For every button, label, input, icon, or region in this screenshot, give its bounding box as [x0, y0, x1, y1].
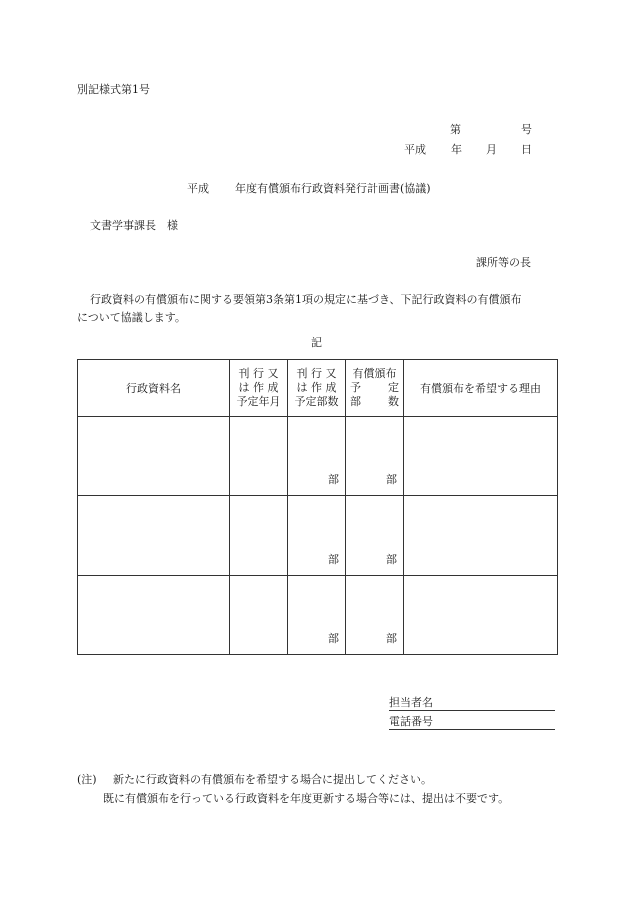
cell-name[interactable] [78, 575, 230, 654]
note-line-2: 既に有償頒布を行っている行政資料を年度更新する場合等には、提出は不要です。 [103, 792, 510, 805]
number-prefix: 第 [450, 123, 461, 136]
plan-table [77, 359, 558, 655]
date-era: 平成 [404, 143, 426, 156]
unit-label: 部 [386, 473, 397, 487]
phone-underline[interactable] [389, 729, 555, 730]
unit-label: 部 [328, 473, 339, 487]
body-line-1: 行政資料の有償頒布に関する要領第3条第1項の規定に基づき、下記行政資料の有償頒布 [90, 293, 522, 306]
person-underline[interactable] [389, 710, 555, 711]
cell-date[interactable] [230, 496, 288, 575]
page-title: 年度有償頒布行政資料発行計画書(協議) [235, 182, 431, 195]
title-era: 平成 [187, 182, 209, 195]
cell-copies[interactable] [288, 575, 346, 654]
cell-paid-copies[interactable] [346, 417, 404, 496]
date-month-unit: 月 [486, 143, 497, 156]
unit-label: 部 [328, 632, 339, 645]
cell-reason[interactable] [404, 417, 558, 496]
ki-heading: 記 [311, 336, 322, 349]
cell-name[interactable] [78, 417, 230, 496]
cell-copies[interactable] [288, 417, 346, 496]
table-row [78, 575, 558, 654]
cell-paid-copies[interactable] [346, 496, 404, 575]
cell-reason[interactable] [404, 496, 558, 575]
header-copies: 刊 行 又 は 作 成 予定部数 [288, 360, 346, 417]
unit-label: 部 [386, 632, 397, 645]
cell-reason[interactable] [404, 575, 558, 654]
date-year-unit: 年 [451, 143, 462, 156]
cell-copies[interactable] [288, 496, 346, 575]
number-suffix: 号 [521, 123, 532, 136]
header-reason: 有償頒布を希望する理由 [404, 360, 558, 417]
form-id: 別記様式第1号 [77, 83, 150, 96]
date-day-unit: 日 [521, 143, 532, 156]
cell-date[interactable] [230, 417, 288, 496]
header-date: 刊 行 又 は 作 成 予定年月 [230, 360, 288, 417]
cell-paid-copies[interactable] [346, 575, 404, 654]
person-label: 担当者名 [389, 696, 433, 709]
cell-date[interactable] [230, 575, 288, 654]
unit-label: 部 [328, 552, 339, 566]
table-row [78, 496, 558, 575]
header-paid-copies: 有償頒布 予定 部数 [346, 360, 404, 417]
note-label: (注) [77, 773, 97, 786]
phone-label: 電話番号 [389, 715, 433, 728]
table-header-row [78, 360, 558, 417]
note-line-1: 新たに行政資料の有償頒布を希望する場合に提出してください。 [113, 773, 432, 786]
unit-label: 部 [386, 552, 397, 566]
cell-name[interactable] [78, 496, 230, 575]
sender: 課所等の長 [476, 256, 531, 269]
table-row [78, 417, 558, 496]
addressee: 文書学事課長 様 [90, 219, 178, 232]
header-name: 行政資料名 [78, 360, 230, 417]
body-line-2: について協議します。 [77, 311, 186, 324]
